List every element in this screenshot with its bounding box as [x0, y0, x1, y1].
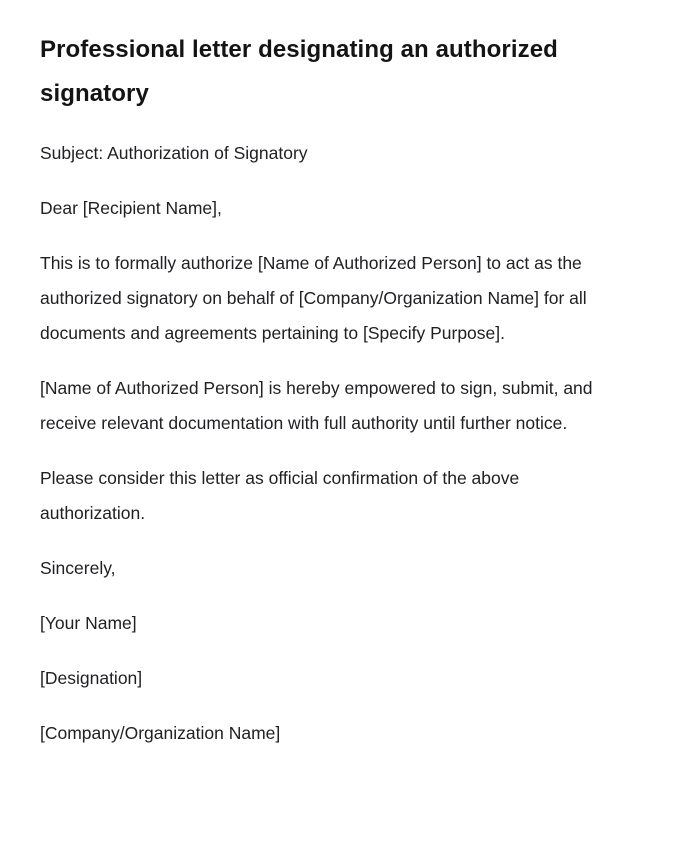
body-paragraph: Please consider this letter as official confirmation of the above authorization. — [40, 468, 520, 523]
signature-company-line: [Company/Organization Name] — [40, 723, 281, 743]
body-paragraph: This is to formally authorize [Name of Authorized Person] to act as the authorized signatory on behalf of [Company/Organization Name] for all documents and agreements pertaining to [Specify Purpose]. — [40, 253, 587, 343]
closing: Sincerely, — [40, 558, 116, 578]
signature-name-line: [Your Name] — [40, 613, 137, 633]
salutation: Dear [Recipient Name], — [40, 198, 222, 218]
page-title: Professional letter designating an authorized signatory — [40, 36, 558, 107]
signature-designation-line: [Designation] — [40, 668, 143, 688]
subject-line: Subject: Authorization of Signatory — [40, 143, 308, 163]
body-paragraph: [Name of Authorized Person] is hereby empowered to sign, submit, and receive relevant documentation with full authority until further notice. — [40, 378, 593, 433]
